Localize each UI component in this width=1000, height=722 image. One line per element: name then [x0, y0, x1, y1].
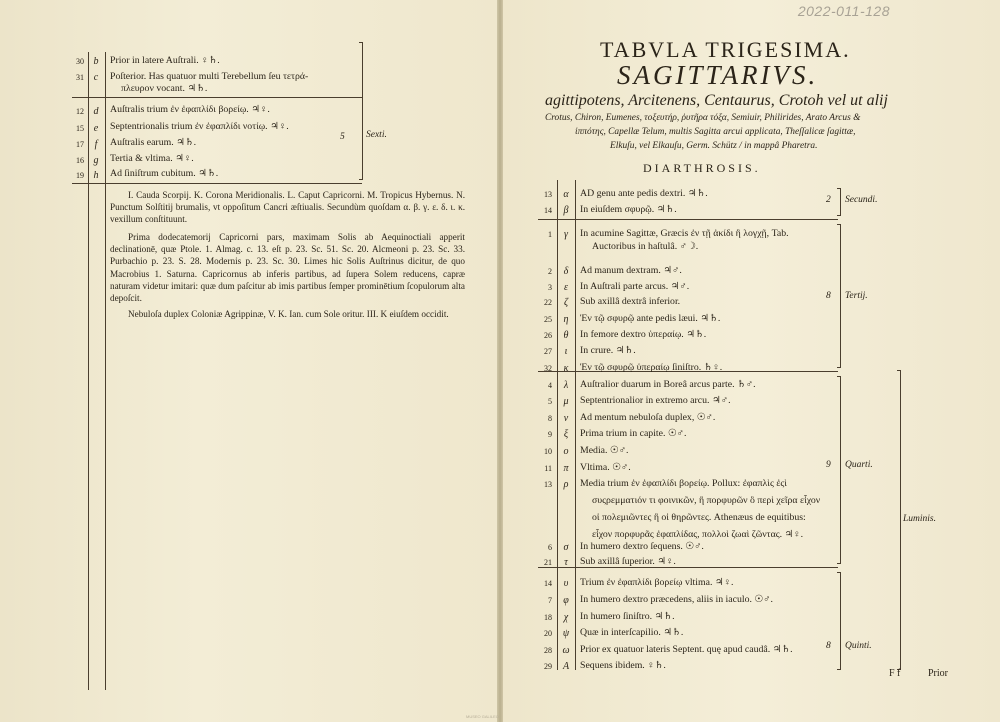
row-num: 20 — [544, 629, 552, 638]
brace-count: 2 — [826, 195, 831, 205]
constellation-title: SAGITTARIVS. — [617, 60, 819, 90]
row-desc: Ἐν τῷ σφυρῷ ὑπεραίῳ ſiniſtro. ♄♀. — [580, 362, 723, 373]
left-hline-2 — [72, 183, 362, 184]
row-num: 7 — [548, 596, 552, 605]
right-rule-2 — [575, 180, 576, 670]
row-desc: Quæ in interſcapilio. ♃♄. — [580, 627, 684, 638]
subtitle: agittipotens, Arcitenens, Centaurus, Crotoh vel ut alij — [545, 92, 888, 109]
row-letter: υ — [563, 578, 569, 589]
row-num: 32 — [544, 364, 552, 373]
row-desc: Tertia & vltima. ♃♀. — [110, 153, 194, 164]
row-num: 30 — [76, 57, 84, 66]
brace-label: Luminis. — [903, 514, 936, 524]
brace-count: 8 — [826, 641, 831, 651]
row-desc: Auſtralior duarum in Boreâ arcus parte. ♄♂. — [580, 379, 756, 390]
subtext-line-1: Crotus, Chiron, Eumenes, τοξευτήρ, ῥυτῆρα τόξα, Semiuir, Philirides, Arato Arcus & — [545, 113, 861, 123]
row-letter: π — [563, 463, 569, 474]
row-desc: Ad ſiniſtrum cubitum. ♃♄. — [110, 168, 219, 179]
left-hline-1 — [72, 97, 362, 98]
row-num: 15 — [76, 124, 84, 133]
row-desc: εἶχον πορφυρᾶς ἐφαπλίδας, πολλοὶ ζωαὶ ζῶντας. ♃♀. — [592, 529, 804, 540]
row-desc: Media trium ἐν ἐφαπλίδι βορείῳ. Pollux: ἐφαπλὶς ἐςὶ — [580, 478, 787, 489]
row-num: 3 — [548, 283, 552, 292]
row-desc: In humero dextro præcedens, aliis in iaculo. ☉♂. — [580, 594, 773, 605]
brace-shape — [900, 370, 901, 670]
row-letter: ε — [564, 282, 568, 293]
brace-count: 8 — [826, 291, 831, 301]
brace-shape — [840, 188, 841, 216]
row-desc: In crure. ♃♄. — [580, 345, 636, 356]
row-num: 19 — [76, 171, 84, 180]
row-letter: f — [94, 139, 98, 150]
left-rule-2 — [105, 52, 106, 690]
row-letter: ω — [562, 645, 570, 656]
row-desc: Auctoribus in haſtulâ. ♂☽. — [592, 241, 699, 252]
row-num: 9 — [548, 430, 552, 439]
row-desc: πλευρον vocant. ♃♄. — [121, 83, 208, 94]
signature-mark: F f — [889, 668, 901, 679]
row-letter: ζ — [563, 297, 569, 308]
row-num: 22 — [544, 298, 552, 307]
row-letter: χ — [563, 612, 569, 623]
row-num: 8 — [548, 414, 552, 423]
row-desc: AD genu ante pedis dextri. ♃♄. — [580, 188, 708, 199]
row-letter: A — [562, 661, 570, 672]
section-label: DIARTHROSIS. — [643, 161, 761, 175]
row-desc: In humero ſiniſtro. ♃♄. — [580, 611, 675, 622]
left-paragraph-2: Prima dodecatemorij Capricorni pars, maximam Solis ab Aequinoctiali apperit declinationē, quæ Ptole. 1. Almag. c. 13. eſt p. 23. Sc. 51. Sc. 20. Alcmeoni p. 23. Sc. 33. Purbachio p. 23. S. 28. Modernis p. 23. Sc. 30. Limes hic Solis Auſtrinus dicitur, de quo Macrobius 1. Saturna. Capricornus ab inferis partibus, ad ſupera Solem reducens, capræ naturam videtur imitari: quæ dum paſcitur ab imis partibus ſemper prominētium ſcopulorum alta depoſcit. — [110, 232, 465, 304]
row-desc: συςρεμματιόν τι φοινικῶν, ἢ πορφυρῶν ὃ περὶ χεῖρα εἶχον — [592, 495, 821, 506]
right-rule-1 — [557, 180, 558, 670]
row-desc: Sub axillâ ſuperior. ♃♀. — [580, 556, 676, 567]
row-letter: η — [563, 314, 569, 325]
row-num: 18 — [544, 613, 552, 622]
row-num: 28 — [544, 646, 552, 655]
left-brace-label: Sexti. — [366, 130, 387, 140]
row-desc: Septentrionalis trium ἐν ἐφαπλίδι νοτίῳ. ♃♀. — [110, 121, 289, 132]
brace-label: Tertij. — [845, 291, 868, 301]
row-letter: c — [93, 72, 99, 83]
left-paragraph-1: I. Cauda Scorpij. K. Corona Meridionalis. L. Caput Capricorni. M. Tropicus Hybernus. N. Punctum Solſtitij brumalis, vt oppoſitum Cancri æſtiualis. Secundùm quoſdam α. β. γ. ε. δ. ι. κ. vexillum conſtituunt. — [110, 190, 465, 225]
row-num: 4 — [548, 381, 552, 390]
row-num: 16 — [76, 156, 84, 165]
row-num: 1 — [548, 230, 552, 239]
row-num: 26 — [544, 331, 552, 340]
row-desc: Sub axillâ dextrâ inferior. — [580, 296, 681, 307]
row-desc: In Auſtrali parte arcus. ♃♂. — [580, 281, 690, 292]
row-num: 25 — [544, 315, 552, 324]
brace-label: Quarti. — [845, 460, 873, 470]
right-hline-1 — [538, 219, 838, 220]
catchword: Prior — [928, 668, 948, 679]
brace-label: Secundi. — [845, 195, 878, 205]
row-letter: e — [93, 123, 99, 134]
row-num: 27 — [544, 347, 552, 356]
row-desc: Media. ☉♂. — [580, 445, 629, 456]
brace-label: Quinti. — [845, 641, 872, 651]
left-brace-shape — [362, 42, 363, 180]
catalog-number: 2022-011-128 — [797, 3, 890, 19]
row-desc: Ad mentum nebuloſa duplex, ☉♂. — [580, 412, 716, 423]
row-letter: κ — [563, 363, 569, 374]
row-letter: δ — [563, 266, 569, 277]
row-num: 6 — [548, 543, 552, 552]
row-letter: h — [93, 170, 99, 181]
left-brace-count: 5 — [340, 132, 345, 142]
row-letter: α — [563, 189, 569, 200]
row-desc: Vltima. ☉♂. — [580, 462, 631, 473]
row-desc: Poſterior. Has quatuor multi Terebellum ſeu τετρά- — [110, 71, 309, 82]
brace-shape — [840, 572, 841, 670]
row-letter: ξ — [563, 429, 569, 440]
row-num: 29 — [544, 662, 552, 671]
row-desc: Trium ἐν ἐφαπλίδι βορείῳ vltima. ♃♀. — [580, 577, 734, 588]
row-desc: In acumine Sagittæ, Græcis ἐν τῇ ἀκίδι ἢ λογχῇ, Tab. — [580, 228, 789, 239]
right-hline-3 — [538, 567, 838, 568]
row-desc: Ἐν τῷ σφυρῷ ante pedis læui. ♃♄. — [580, 313, 721, 324]
row-num: 13 — [544, 480, 552, 489]
row-desc: In femore dextro ὑπεραίῳ. ♃♄. — [580, 329, 707, 340]
brace-shape — [840, 376, 841, 564]
row-desc: Ad manum dextram. ♃♂. — [580, 265, 682, 276]
row-letter: θ — [563, 330, 569, 341]
row-num: 14 — [544, 206, 552, 215]
row-num: 17 — [76, 140, 84, 149]
row-num: 13 — [544, 190, 552, 199]
row-letter: σ — [563, 542, 569, 553]
brace-shape — [840, 224, 841, 368]
row-desc: οἱ πολεμιῶντες ἢ οἱ θηρῶντες. Athenæus de equitibus: — [592, 512, 806, 523]
row-num: 31 — [76, 73, 84, 82]
row-letter: γ — [564, 229, 568, 240]
row-letter: d — [93, 106, 99, 117]
credit-text: MUSEO GALILEO — [466, 714, 499, 719]
row-num: 10 — [544, 447, 552, 456]
row-num: 5 — [548, 397, 552, 406]
row-desc: In humero dextro ſequens. ☉♂. — [580, 541, 704, 552]
row-letter: g — [93, 155, 99, 166]
row-desc: Septentrionalior in extremo arcu. ♃♂. — [580, 395, 731, 406]
row-letter: β — [563, 205, 569, 216]
row-letter: b — [93, 56, 99, 67]
row-desc: Prior ex quatuor lateris Septent. quę apud caudâ. ♃♄. — [580, 644, 793, 655]
row-letter: ο — [563, 446, 569, 457]
row-letter: μ — [563, 396, 569, 407]
row-num: 2 — [548, 267, 552, 276]
row-letter: ι — [564, 346, 568, 357]
row-desc: Prior in latere Auſtrali. ♀♄. — [110, 55, 220, 66]
row-letter: ρ — [563, 479, 569, 490]
row-letter: ψ — [562, 628, 570, 639]
row-letter: τ — [564, 557, 568, 568]
row-num: 12 — [76, 107, 84, 116]
table-title: TABVLA TRIGESIMA. — [600, 37, 851, 62]
row-letter: ν — [563, 413, 569, 424]
left-paragraph-3: Nebuloſa duplex Coloniæ Agrippinæ, V. K. Ian. cum Sole oritur. III. K eiuſdem occidit. — [128, 309, 449, 319]
row-desc: Auſtralis earum. ♃♄. — [110, 137, 197, 148]
row-desc: Prima trium in capite. ☉♂. — [580, 428, 687, 439]
subtext-line-2: ἱππότης, Capellæ Telum, multis Sagitta arcui applicata, Theſſalicæ ſagittæ, — [575, 127, 856, 137]
row-num: 11 — [544, 464, 552, 473]
brace-count: 9 — [826, 460, 831, 470]
row-desc: Auſtralis trium ἐν ἐφαπλίδι βορείῳ. ♃♀. — [110, 104, 270, 115]
row-num: 21 — [544, 558, 552, 567]
row-num: 14 — [544, 579, 552, 588]
subtext-line-3: Elkuſu, vel Elkauſu, Germ. Schütz / in mappâ Pharetra. — [610, 141, 818, 151]
row-desc: In eiuſdem σφυρῷ. ♃♄. — [580, 204, 677, 215]
row-letter: λ — [563, 380, 569, 391]
row-letter: φ — [563, 595, 569, 606]
row-desc: Sequens ibidem. ♀♄. — [580, 660, 666, 671]
